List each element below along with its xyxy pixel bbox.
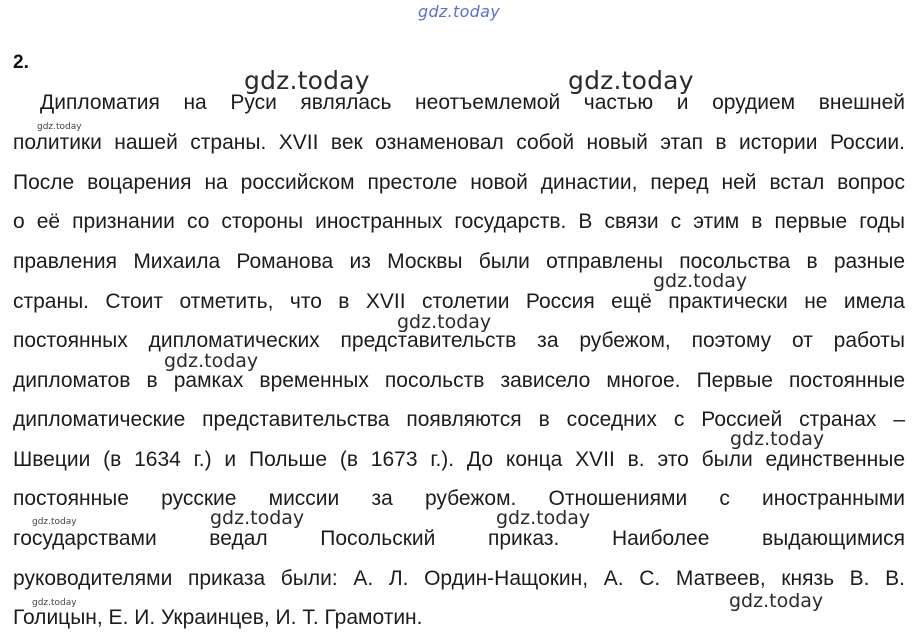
watermark-text: gdz.today <box>729 590 824 612</box>
text-line: Швеции (в 1634 г.) и Польше (в 1673 г.). До конца XVII в. это были единственные <box>13 448 905 471</box>
text-line: После воцарения на российском престоле новой династии, перед ней встал вопрос <box>13 171 905 194</box>
watermark-text: gdz.today <box>244 66 370 95</box>
text-line: руководителями приказа были: А. Л. Ордин-Нащокин, А. С. Матвеев, князь В. В. <box>13 567 905 590</box>
text-line: политики нашей страны. XVII век ознаменовал собой новый этап в истории России. <box>13 131 905 154</box>
text-line: дипломатов в рамках временных посольств зависело многое. Первые постоянные <box>13 369 905 392</box>
site-header-watermark: gdz.today <box>418 2 500 21</box>
watermark-text: gdz.today <box>210 507 305 529</box>
watermark-text: gdz.today <box>568 66 694 95</box>
watermark-text: gdz.today <box>32 598 77 608</box>
text-line: Дипломатия на Руси являлась неотъемлемой частью и орудием внешней <box>40 91 905 114</box>
watermark-text: gdz.today <box>164 350 259 372</box>
text-line: Голицын, Е. И. Украинцев, И. Т. Грамотин. <box>13 606 423 629</box>
text-line: страны. Стоит отметить, что в XVII столетии Россия ещё практически не имела <box>13 290 905 313</box>
text-line: правления Михаила Романова из Москвы были отправлены посольства в разные <box>13 250 905 273</box>
text-line: постоянных дипломатических представительств за рубежом, поэтому от работы <box>13 329 905 352</box>
watermark-text: gdz.today <box>730 428 825 450</box>
watermark-text: gdz.today <box>653 270 748 292</box>
text-line: постоянные русские миссии за рубежом. Отношениями с иностранными <box>13 487 905 510</box>
watermark-text: gdz.today <box>37 122 82 132</box>
text-line: о её признании со стороны иностранных государств. В связи с этим в первые годы <box>13 210 905 233</box>
watermark-text: gdz.today <box>496 507 591 529</box>
text-line: дипломатические представительства появляются в соседних с Россией странах – <box>13 408 905 431</box>
text-line: государствами ведал Посольский приказ. Наиболее выдающимися <box>13 527 905 550</box>
watermark-text: gdz.today <box>397 311 492 333</box>
task-number: 2. <box>13 52 29 73</box>
watermark-text: gdz.today <box>32 517 77 527</box>
